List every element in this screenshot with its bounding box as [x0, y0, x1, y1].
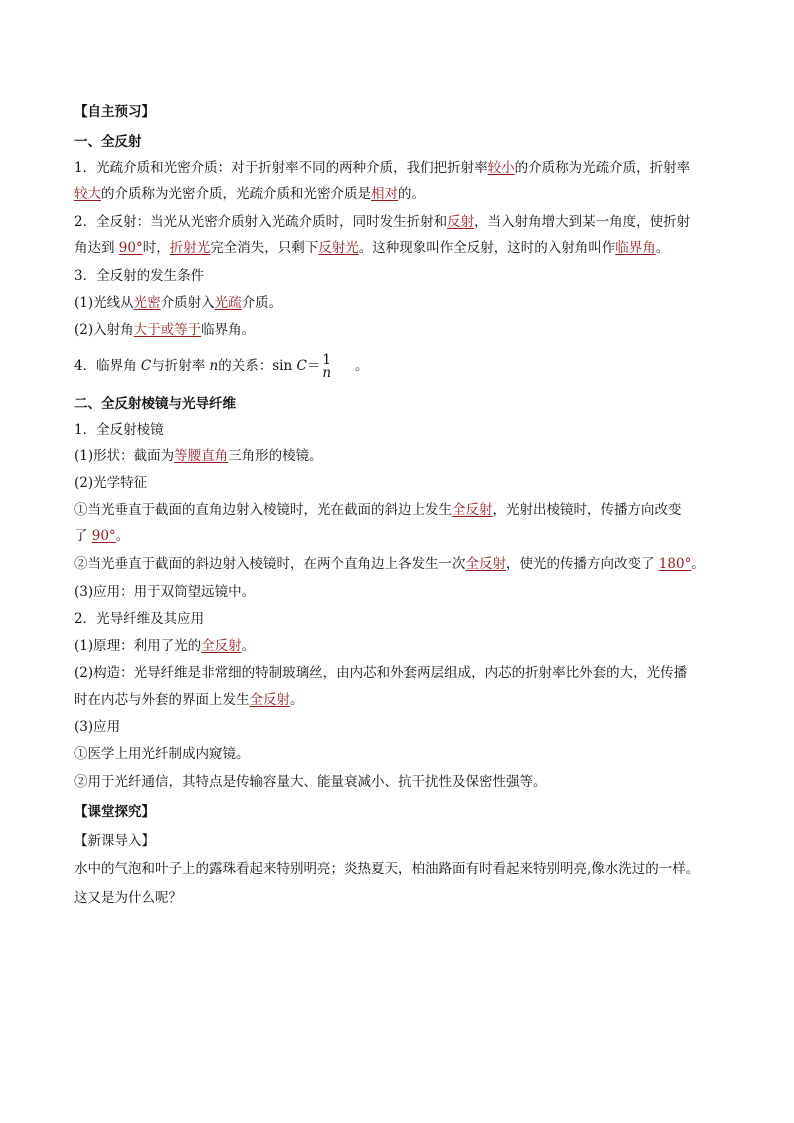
answer-relative: 相对: [371, 186, 398, 202]
answer-total-reflection-4: 全反射: [249, 692, 290, 708]
prism-shape: (1)形状：截面为等腰直角三角形的棱镜。: [74, 448, 323, 464]
heading-conditions: 3．全反射的发生条件: [74, 268, 205, 284]
prism-feature-2: ②当光垂直于截面的斜边射入棱镜时，在两个直角边上各发生一次全反射，使光的传播方向改变了 180°。: [74, 556, 705, 572]
answer-larger: 较大: [74, 186, 101, 202]
prism-optical-features: (2)光学特征: [74, 475, 148, 491]
section-heading-explore: 【课堂探究】: [74, 804, 155, 820]
answer-total-reflection-1: 全反射: [452, 502, 493, 518]
answer-total-reflection-3: 全反射: [201, 638, 242, 654]
answer-greater-or-equal: 大于或等于: [133, 322, 202, 338]
section-heading-intro: 【新课导入】: [74, 833, 155, 849]
answer-refracted-light: 折射光: [169, 240, 211, 256]
paragraph-media-line2: 较大的介质称为光密介质，光疏介质和光密介质是相对的。: [74, 186, 425, 202]
answer-sparse: 光疏: [214, 295, 242, 311]
critical-angle-formula: 4．临界角 C与折射率 n的关系：sin C＝ 1 n 。: [74, 351, 369, 381]
fiber-application: (3)应用: [74, 719, 121, 735]
fiber-structure-line1: (2)构造：光导纤维是非常细的特制玻璃丝，由内芯和外套两层组成，内芯的折射率比外套的大，光传播: [74, 665, 688, 681]
prism-feature-1-line1: ①当光垂直于截面的直角边射入棱镜时，光在截面的斜边上发生全反射，光射出棱镜时，传播方向改变: [74, 502, 682, 518]
answer-reflected-light: 反射光: [318, 240, 359, 256]
condition-2: (2)入射角大于或等于临界角。: [74, 322, 256, 338]
paragraph-media-line1: 1．光疏介质和光密介质：对于折射率不同的两种介质，我们把折射率较小的介质称为光疏介质，折射率: [74, 160, 691, 176]
answer-total-reflection-2: 全反射: [465, 556, 506, 572]
fiber-application-1: ①医学上用光纤制成内窥镜。: [74, 746, 250, 762]
fraction-one-over-n: 1 n: [322, 351, 332, 381]
intro-text-line1: 水中的气泡和叶子上的露珠看起来特别明亮；炎热夏天，柏油路面有时看起来特别明亮,像水洗过的一样。: [74, 861, 700, 877]
answer-reflection: 反射: [447, 214, 475, 230]
heading-total-reflection: 一、全反射: [74, 134, 142, 150]
answer-90deg-2: 90°: [91, 528, 116, 544]
answer-smaller: 较小: [487, 160, 515, 176]
fiber-application-2: ②用于光纤通信，其特点是传输容量大、能量衰减小、抗干扰性及保密性强等。: [74, 774, 547, 790]
answer-dense: 光密: [133, 295, 161, 311]
fiber-structure-line2: 时在内芯与外套的界面上发生全反射。: [74, 692, 304, 708]
heading-fiber: 2．光导纤维及其应用: [74, 611, 205, 627]
paragraph-total-reflection-line1: 2．全反射：当光从光密介质射入光疏介质时，同时发生折射和反射，当入射角增大到某一角度，使折射: [74, 214, 691, 230]
section-heading-preview: 【自主预习】: [74, 104, 155, 120]
answer-180deg: 180°: [658, 556, 692, 572]
paragraph-total-reflection-line2: 角达到 90°时，折射光完全消失，只剩下反射光。这种现象叫作全反射，这时的入射角叫作临界角。: [74, 240, 670, 256]
answer-critical-angle: 临界角: [615, 240, 656, 256]
heading-prism-fiber: 二、全反射棱镜与光导纤维: [74, 396, 236, 412]
intro-text-line2: 这又是为什么呢？: [74, 890, 182, 906]
fiber-principle: (1)原理：利用了光的全反射。: [74, 638, 256, 654]
heading-prism: 1．全反射棱镜: [74, 422, 164, 438]
prism-feature-1-line2: 了 90°。: [74, 528, 130, 544]
answer-isosceles-right: 等腰直角: [174, 448, 229, 464]
prism-application: (3)应用：用于双筒望远镜中。: [74, 584, 256, 600]
condition-1: (1)光线从光密介质射入光疏介质。: [74, 295, 283, 311]
answer-90deg: 90°: [118, 240, 143, 256]
